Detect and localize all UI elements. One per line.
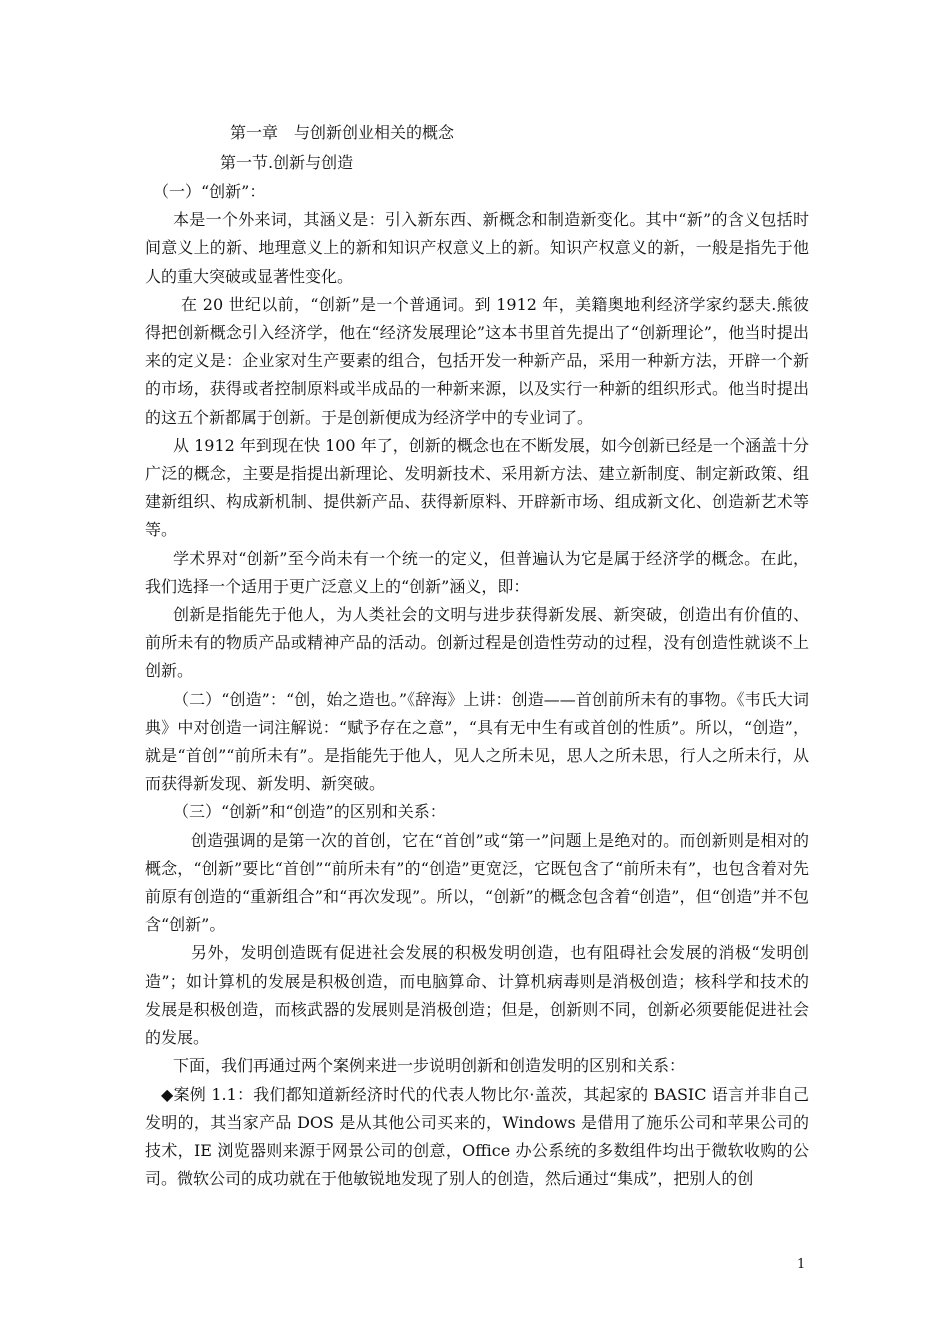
case-text: 案例 1.1：我们都知道新经济时代的代表人物比尔·盖茨，其起家的 BASIC 语言并非自己发明的，其当家产品 DOS 是从其他公司买来的，Windows 是借用了施乐公司和苹果公司的技术，IE 浏览器则来源于网景公司的创意，Office 办公系统的多数组件均出于微软收购的公司。微软公司的成功就在于他敏锐地发现了别人的创造，然后通过“集成”，把别人的创 [145, 1084, 809, 1189]
paragraph-innovation-meaning: 创新是指能先于他人，为人类社会的文明与进步获得新发展、新突破，创造出有价值的、前所未有的物质产品或精神产品的活动。创新过程是创造性劳动的过程，没有创造性就谈不上创新。 [145, 605, 809, 681]
case-paragraph [145, 1081, 809, 1194]
chapter-title: 第一章 与创新创业相关的概念 [230, 123, 455, 142]
paragraph-positive-negative: 另外，发明创造既有促进社会发展的积极发明创造，也有阻碍社会发展的消极“发明创造”；如计算机的发展是积极创造，而电脑算命、计算机病毒则是消极创造；核科学和技术的发展是积极创造，而核武器的发展则是消极创造；但是，创新则不同，创新必须要能促进社会的发展。 [145, 943, 809, 1048]
paragraph-innovation-definition: 本是一个外来词，其涵义是：引入新东西、新概念和制造新变化。其中“新”的含义包括时间意义上的新、地理意义上的新和知识产权意义上的新。知识产权意义的新，一般是指先于他人的重大突破或显著性变化。 [145, 210, 809, 286]
paragraph-creation-definition: （二）“创造”：“创，始之造也。”《辞海》上讲：创造——首创前所未有的事物。《韦氏大词典》中对创造一词注解说：“赋予存在之意”，“具有无中生有或首创的性质”。所以，“创造”，就是“首创”“前所未有”。是指能先于他人，见人之所未见，思人之所未思，行人之所未行，从而获得新发现、新发明、新突破。 [145, 689, 809, 794]
paragraph-innovation-history: 在 20 世纪以前，“创新”是一个普通词。到 1912 年，美籍奥地利经济学家约瑟夫.熊彼得把创新概念引入经济学，他在“经济发展理论”这本书里首先提出了“创新理论”，他当时提出来的定义是：企业家对生产要素的组合，包括开发一种新产品，采用一种新方法，开辟一个新的市场，获得或者控制原料或半成品的一种新来源，以及实行一种新的组织形式。他当时提出的这五个新都属于创新。于是创新便成为经济学中的专业词了。 [145, 294, 809, 427]
paragraph-innovation-development: 从 1912 年到现在快 100 年了，创新的概念也在不断发展，如今创新已经是一个涵盖十分广泛的概念，主要是指提出新理论、发明新技术、采用新方法、建立新制度、制定新政策、组建新组织、构成新机制、提供新产品、获得新原料、开辟新市场、组成新文化、创造新艺术等等。 [145, 435, 809, 540]
paragraph-academic-view: 学术界对“创新”至今尚未有一个统一的定义，但普遍认为它是属于经济学的概念。在此，我们选择一个适用于更广泛意义上的“创新”涵义，即： [145, 548, 809, 596]
section-title: 第一节.创新与创造 [220, 153, 354, 172]
page-number: 1 [797, 1257, 806, 1272]
subheading-innovation: （一）“创新”： [153, 182, 266, 201]
subheading-difference: （三）“创新”和“创造”的区别和关系： [173, 802, 446, 822]
paragraph-difference: 创造强调的是第一次的首创，它在“首创”或“第一”问题上是绝对的。而创新则是相对的概念，“创新”要比“首创”“前所未有”的“创造”更宽泛，它既包含了“前所未有”，也包含着对先前原有创造的“重新组合”和“再次发现”。所以，“创新”的概念包含着“创造”，但“创造”并不包含“创新”。 [145, 830, 809, 935]
diamond-bullet-icon: ◆ [161, 1084, 174, 1104]
paragraph-case-intro: 下面，我们再通过两个案例来进一步说明创新和创造发明的区别和关系： [173, 1056, 686, 1076]
document-body [145, 178, 809, 1193]
